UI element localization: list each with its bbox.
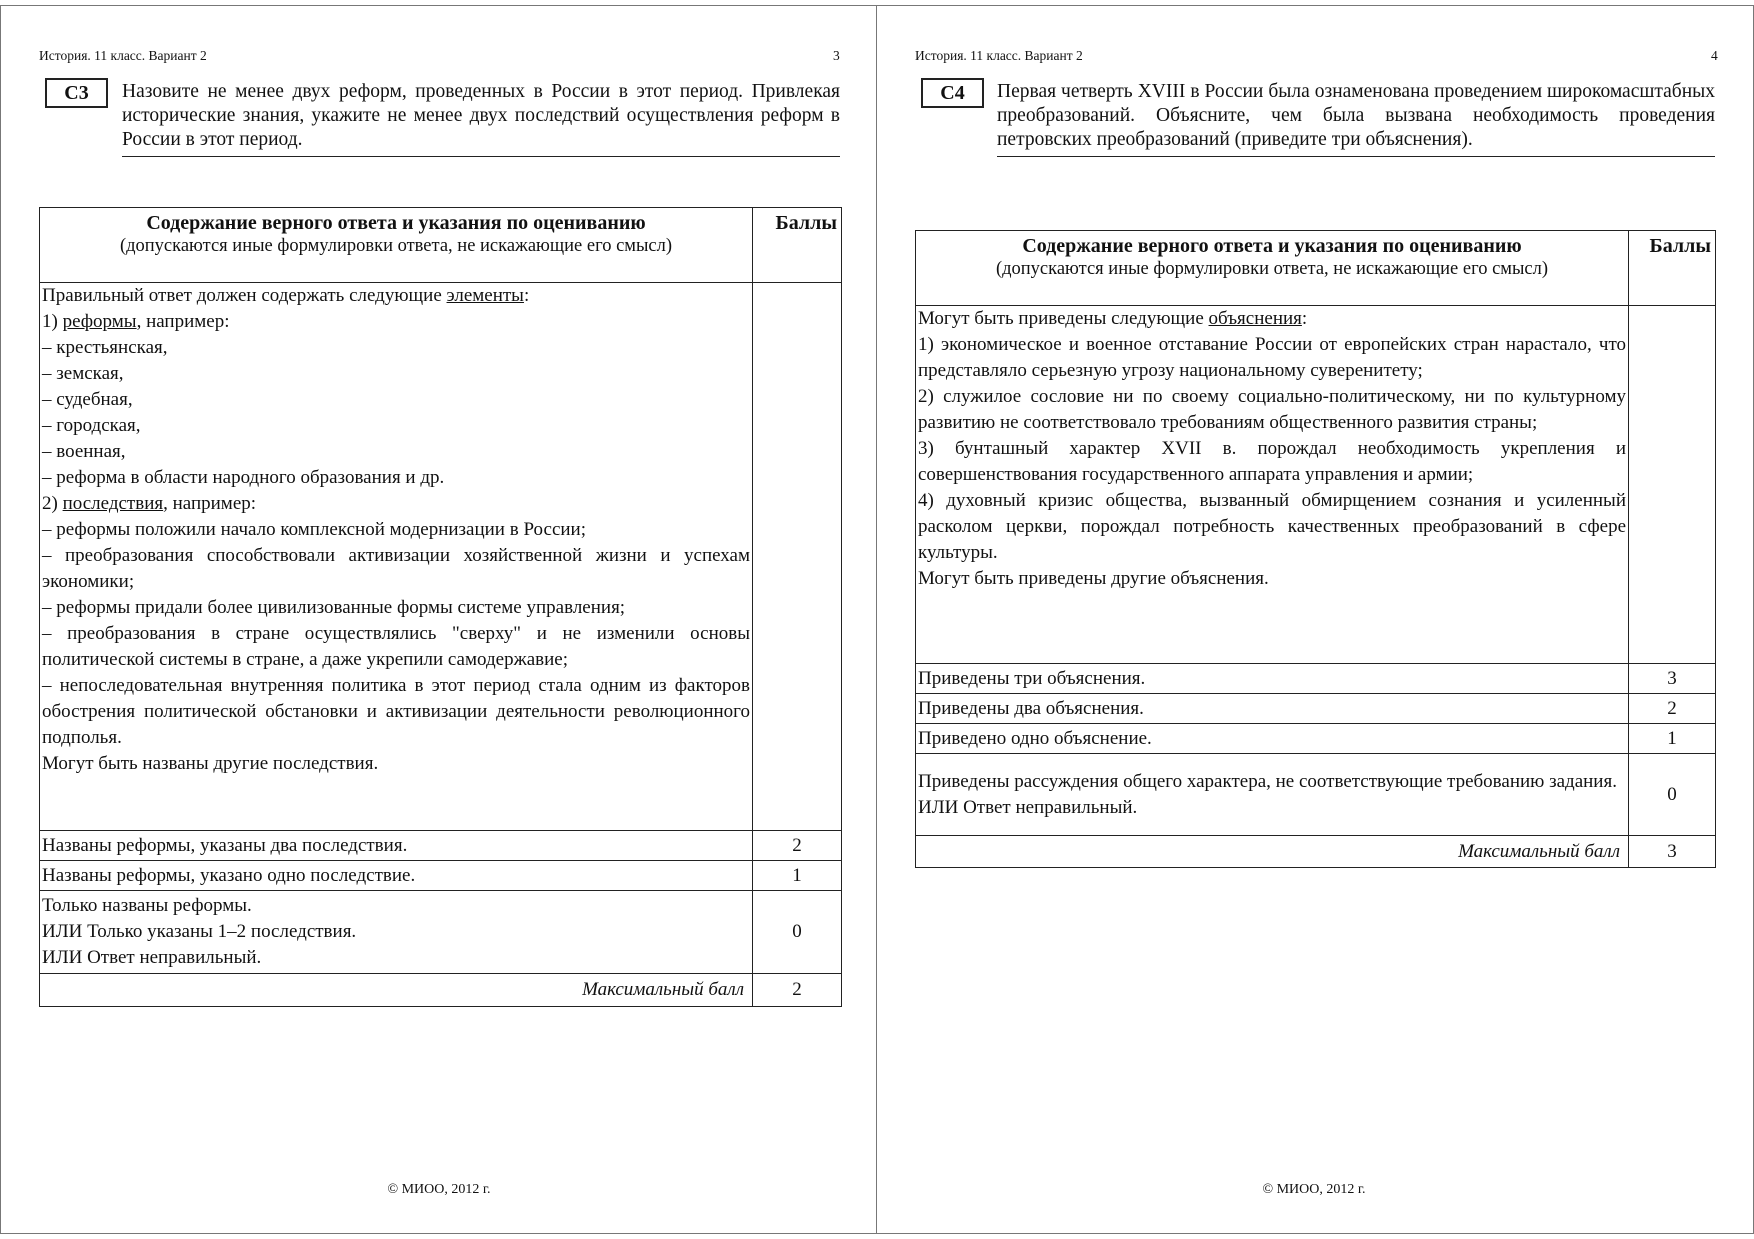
criteria-score: 2 <box>1629 694 1716 724</box>
criteria-score: 1 <box>753 861 842 891</box>
criteria-score: 3 <box>1629 664 1716 694</box>
criteria-line: Приведены рассуждения общего характера, не соответствующие требованию задания. <box>918 770 1617 792</box>
answer-list-item: – преобразования способствовали активизации хозяйственной жизни и успехам экономики; <box>42 545 750 592</box>
criteria-text <box>916 724 1629 754</box>
answer-content-row <box>40 283 842 831</box>
header-subtitle: (допускаются иные формулировки ответа, не искажающие его смысл) <box>119 236 673 256</box>
criteria-line: ИЛИ Ответ неправильный. <box>918 796 1138 818</box>
header-score: Баллы <box>753 208 842 283</box>
criteria-text <box>916 694 1629 724</box>
answer-list-item: – реформа в области народного образования и др. <box>42 467 445 488</box>
header-title: Содержание верного ответа и указания по оцениванию <box>146 212 646 234</box>
footer: © МИОО, 2012 г. <box>387 1182 491 1197</box>
criteria-text <box>916 664 1629 694</box>
answer-content <box>916 306 1629 664</box>
criteria-row <box>916 664 1716 694</box>
max-score-label: Максимальный балл <box>40 974 753 1007</box>
max-score-value: 2 <box>753 974 842 1007</box>
criteria-line: ИЛИ Ответ неправильный. <box>42 947 262 968</box>
answer-list-item: 3) бунташный характер XVII в. порождал необходимость укрепления и совершенствования государственного аппарата управления и армии; <box>918 438 1626 485</box>
header-subtitle: (допускаются иные формулировки ответа, не искажающие его смысл) <box>995 259 1549 279</box>
criteria-line: Приведено одно объяснение. <box>918 727 1152 749</box>
criteria-line: ИЛИ Только указаны 1–2 последствия. <box>42 921 357 942</box>
criteria-line: Приведены два объяснения. <box>918 697 1144 719</box>
criteria-score: 2 <box>753 831 842 861</box>
answer-list-item: – реформы положили начало комплексной модернизации в России; <box>42 519 586 540</box>
answer-outro: Могут быть приведены другие объяснения. <box>918 568 1269 589</box>
answer-list-item: – земская, <box>42 363 124 384</box>
max-score-row <box>40 974 842 1007</box>
scoring-table <box>915 230 1716 868</box>
page-number: 3 <box>833 48 840 63</box>
answer-list-item: 2) служилое сословие ни по своему социально-политическому, ни по культурному развитию не соответствовало требованиям общественного развития страны; <box>918 386 1626 433</box>
header-score: Баллы <box>1629 231 1716 306</box>
criteria-row <box>40 831 842 861</box>
section-consequences: 2) последствия, например: <box>42 493 257 514</box>
answer-intro: Могут быть приведены следующие объяснения: <box>918 308 1308 329</box>
criteria-score: 0 <box>753 891 842 974</box>
max-score-value: 3 <box>1629 836 1716 868</box>
answer-content <box>40 283 753 831</box>
criteria-row <box>916 694 1716 724</box>
footer: © МИОО, 2012 г. <box>1262 1182 1366 1197</box>
table-header-row <box>40 208 842 283</box>
criteria-row <box>916 754 1716 836</box>
running-header: История. 11 класс. Вариант 2 <box>39 48 207 63</box>
criteria-row <box>40 891 842 974</box>
max-score-row <box>916 836 1716 868</box>
answer-list-item: – судебная, <box>42 389 133 410</box>
answer-content-row <box>916 306 1716 664</box>
answer-list-item: 1) экономическое и военное отставание России от европейских стран нарастало, что представляло серьезную угрозу национальному суверенитету; <box>918 334 1626 381</box>
task-code: С4 <box>921 78 984 108</box>
criteria-row <box>916 724 1716 754</box>
question-text: Первая четверть XVIII в России была ознаменована проведением широкомасштабных преобразований. Объясните, чем была вызвана необходимость проведения петровских преобразований (приведите три объяснения). <box>997 80 1715 157</box>
answer-outro: Могут быть названы другие последствия. <box>42 753 379 774</box>
header-title: Содержание верного ответа и указания по оцениванию <box>1022 235 1522 257</box>
criteria-text <box>40 831 753 861</box>
criteria-row <box>40 861 842 891</box>
criteria-line: Приведены три объяснения. <box>918 667 1146 689</box>
criteria-score: 0 <box>1629 754 1716 836</box>
page-4 <box>876 5 1754 1234</box>
table-header-row <box>916 231 1716 306</box>
page-number: 4 <box>1711 48 1718 63</box>
answer-list-item: – преобразования в стране осуществлялись "сверху" и не изменили основы политической системы в стране, а даже укрепили самодержавие; <box>42 623 750 670</box>
answer-list-item: 4) духовный кризис общества, вызванный обмирщением сознания и усиленный расколом церкви, порождал потребность качественных преобразований в сфере культуры. <box>918 490 1626 563</box>
answer-list-item: – городская, <box>42 415 141 436</box>
criteria-text <box>40 891 753 974</box>
question-text: Назовите не менее двух реформ, проведенных в России в этот период. Привлекая исторические знания, укажите не менее двух последствий осуществления реформ в России в этот период. <box>122 80 840 157</box>
answer-list-item: – крестьянская, <box>42 337 168 358</box>
answer-list-item: – непоследовательная внутренняя политика в этот период стала одним из факторов обострения политической обстановки и активизации деятельности революционного подполья. <box>42 675 750 748</box>
criteria-line: Названы реформы, указаны два последствия. <box>42 834 408 856</box>
answer-list-item: – реформы придали более цивилизованные формы системе управления; <box>42 597 626 618</box>
answer-intro: Правильный ответ должен содержать следующие элементы: <box>42 285 530 306</box>
max-score-label: Максимальный балл <box>916 836 1629 868</box>
answer-list-item: – военная, <box>42 441 126 462</box>
criteria-text <box>916 754 1629 836</box>
page-3 <box>0 5 878 1234</box>
running-header: История. 11 класс. Вариант 2 <box>915 48 1083 63</box>
criteria-line: Только названы реформы. <box>42 895 252 916</box>
task-code: С3 <box>45 78 108 108</box>
scoring-table <box>39 207 842 1007</box>
criteria-line: Названы реформы, указано одно последствие. <box>42 864 416 886</box>
section-reforms: 1) реформы, например: <box>42 311 230 332</box>
criteria-score: 1 <box>1629 724 1716 754</box>
criteria-text <box>40 861 753 891</box>
